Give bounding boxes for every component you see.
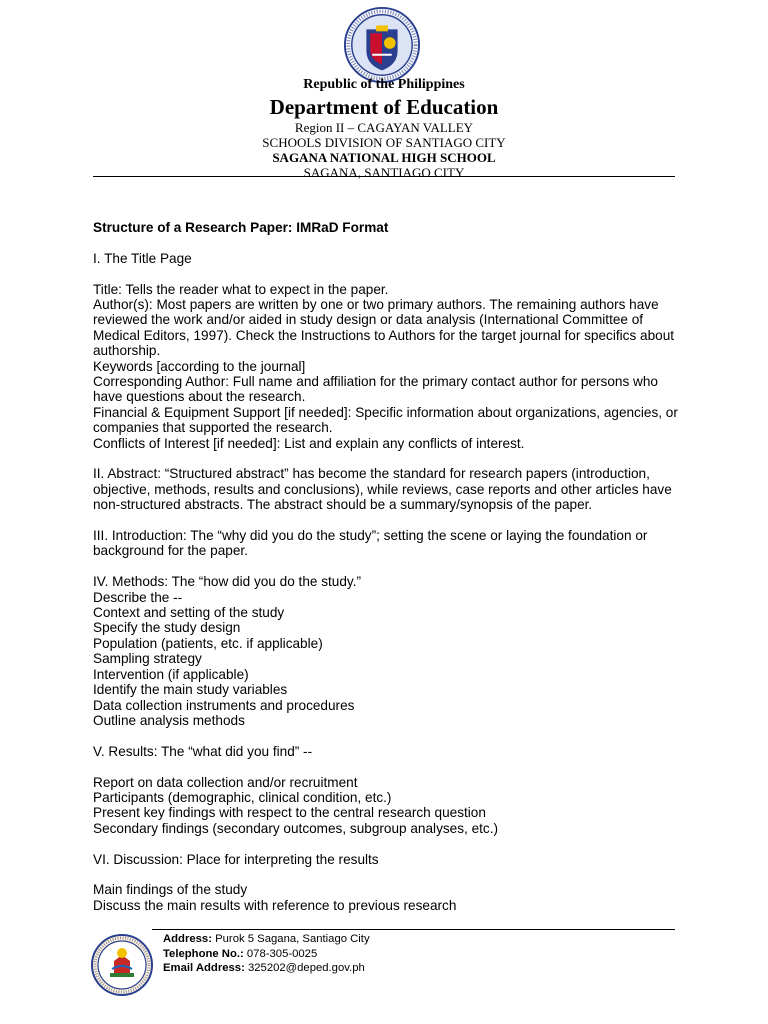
address-value: Purok 5 Sagana, Santiago City — [215, 933, 370, 945]
list-item: Discuss the main results with reference to previous research — [93, 897, 457, 913]
address-label: Address: — [163, 933, 212, 945]
section-heading: I. The Title Page — [93, 250, 192, 266]
list-item: Describe the -- — [93, 589, 183, 605]
phone-value: 078-305-0025 — [246, 947, 318, 960]
section-heading: IV. Methods: The “how did you do the study.” — [93, 574, 362, 590]
list-item: Specify the study design — [93, 620, 241, 636]
footer-contact — [163, 932, 370, 976]
letterhead — [93, 76, 675, 180]
footer-divider — [152, 929, 675, 930]
list-item: Keywords [according to the journal] — [93, 358, 306, 374]
footer-email — [163, 961, 370, 976]
list-item: Author(s): Most papers are written by one or two primary authors. The remaining authors have reviewed the work and/or aided in study design or data analysis (International Committee of Medical Editors, 1997). Check the Instructions to Authors for the target journal for specifics about authorship. — [93, 297, 675, 359]
list-item: Secondary findings (secondary outcomes, subgroup analyses, etc.) — [93, 820, 499, 836]
list-item: Conflicts of Interest [if needed]: List and explain any conflicts of interest. — [93, 435, 525, 451]
abstract-paragraph: II. Abstract: “Structured abstract” has become the standard for research papers (introduction, objective, methods, results and conclusions), while reviews, case reports and other articles have non-structured abstracts. The abstract should be a summary/synopsis of the paper. — [93, 466, 672, 513]
list-item: Identify the main study variables — [93, 682, 288, 698]
list-item: Corresponding Author: Full name and affiliation for the primary contact author for persons who have questions about the research. — [93, 374, 658, 405]
list-item: Sampling strategy — [93, 651, 202, 667]
document-title: Structure of a Research Paper: IMRaD Format — [93, 220, 389, 235]
list-item: Present key findings with respect to the central research question — [93, 805, 486, 821]
email-label: Email Address: — [163, 962, 245, 975]
list-item: Context and setting of the study — [93, 605, 285, 621]
list-item: Outline analysis methods — [93, 712, 245, 728]
header-divider — [93, 176, 675, 177]
introduction-paragraph: III. Introduction: The “why did you do the study”; setting the scene or laying the foundation or background for the paper. — [93, 528, 648, 559]
phone-label: Telephone No.: — [163, 947, 244, 960]
section-heading: VI. Discussion: Place for interpreting the results — [93, 851, 379, 867]
school-location: SAGANA, SANTIAGO CITY — [303, 165, 465, 180]
list-item: Intervention (if applicable) — [93, 666, 249, 682]
document-body — [93, 220, 683, 913]
section-heading: V. Results: The “what did you find” -- — [93, 743, 313, 759]
division-label: SCHOOLS DIVISION OF SANTIAGO CITY — [262, 135, 506, 150]
republic-label: Republic of the Philippines — [303, 77, 465, 92]
list-item: Main findings of the study — [93, 882, 248, 898]
list-item: Population (patients, etc. if applicable) — [93, 635, 323, 651]
email-link[interactable]: 325202@deped.gov.ph — [247, 962, 365, 975]
footer-phone — [163, 947, 370, 962]
list-item: Data collection instruments and procedures — [93, 697, 355, 713]
school-seal-icon — [90, 933, 154, 997]
region-label: Region II – CAGAYAN VALLEY — [294, 120, 474, 135]
list-item: Financial & Equipment Support [if needed]: Specific information about organizations, agencies, or companies that supported the research. — [93, 404, 678, 436]
department-title: Department of Education — [269, 95, 499, 119]
list-item: Participants (demographic, clinical condition, etc.) — [93, 789, 392, 805]
list-item: Report on data collection and/or recruitment — [93, 774, 358, 790]
deped-seal-icon — [343, 6, 421, 84]
list-item: Title: Tells the reader what to expect in the paper. — [93, 281, 389, 297]
footer-address — [163, 932, 370, 947]
school-name: SAGANA NATIONAL HIGH SCHOOL — [272, 150, 496, 165]
